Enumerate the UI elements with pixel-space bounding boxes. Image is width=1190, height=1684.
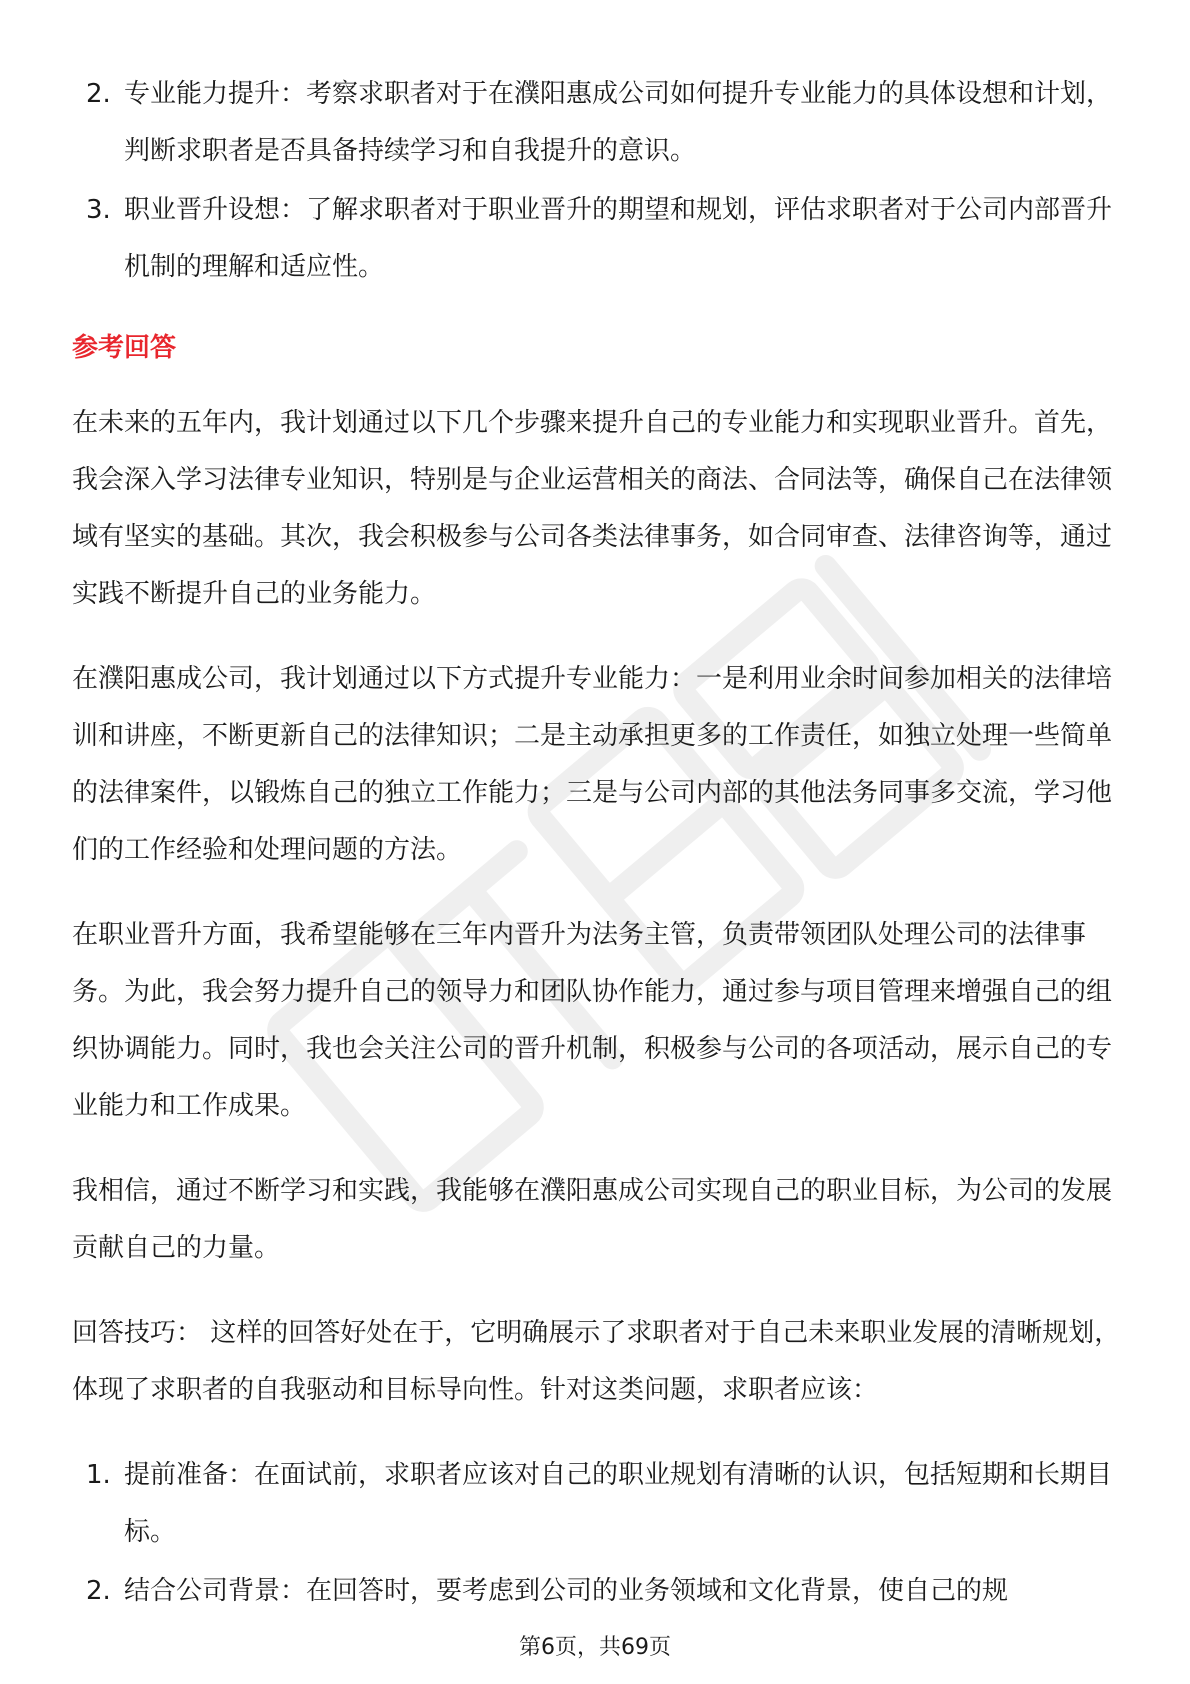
list-item (72, 1447, 1122, 1561)
list-item (72, 66, 1122, 180)
answer-paragraph: 我相信，通过不断学习和实践，我能够在濮阳惠成公司实现自己的职业目标，为公司的发展贡献自己的力量。 (72, 1176, 1113, 1263)
answer-paragraph: 在职业晋升方面，我希望能够在三年内晋升为法务主管，负责带领团队处理公司的法律事务。为此，我会努力提升自己的领导力和团队协作能力，通过参与项目管理来增强自己的组织协调能力。同时，我也会关注公司的晋升机制，积极参与公司的各项活动，展示自己的专业能力和工作成果。 (72, 920, 1113, 1121)
list-number: 2. (86, 79, 111, 109)
section-heading: 参考回答 (72, 333, 177, 363)
list-item (72, 182, 1122, 296)
list-number: 3. (86, 195, 111, 225)
list-item-text: 职业晋升设想：了解求职者对于职业晋升的期望和规划，评估求职者对于公司内部晋升机制的理解和适应性。 (124, 195, 1113, 282)
list-number: 2. (86, 1576, 111, 1606)
list-item-text: 专业能力提升：考察求职者对于在濮阳惠成公司如何提升专业能力的具体设想和计划，判断求职者是否具备持续学习和自我提升的意识。 (124, 79, 1113, 166)
answer-paragraph: 在未来的五年内，我计划通过以下几个步骤来提升自己的专业能力和实现职业晋升。首先，我会深入学习法律专业知识，特别是与企业运营相关的商法、合同法等，确保自己在法律领域有坚实的基础。其次，我会积极参与公司各类法律事务，如合同审查、法律咨询等，通过实践不断提升自己的业务能力。 (72, 408, 1113, 609)
page-content (72, 66, 1122, 1622)
list-number: 1. (86, 1460, 111, 1490)
list-item (72, 1563, 1122, 1620)
list-item-text: 提前准备：在面试前，求职者应该对自己的职业规划有清晰的认识，包括短期和长期目标。 (124, 1460, 1113, 1547)
page-footer: 第6页，共69页 (519, 1635, 671, 1660)
top-criteria-list (72, 66, 1122, 296)
tips-paragraph: 回答技巧： 这样的回答好处在于，它明确展示了求职者对于自己未来职业发展的清晰规划，体现了求职者的自我驱动和目标导向性。针对这类问题，求职者应该： (72, 1318, 1121, 1405)
tips-list (72, 1447, 1122, 1620)
list-item-text: 结合公司背景：在回答时，要考虑到公司的业务领域和文化背景，使自己的规 (124, 1576, 1009, 1606)
answer-paragraph: 在濮阳惠成公司，我计划通过以下方式提升专业能力：一是利用业余时间参加相关的法律培训和讲座，不断更新自己的法律知识；二是主动承担更多的工作责任，如独立处理一些简单的法律案件，以锻炼自己的独立工作能力；三是与公司内部的其他法务同事多交流，学习他们的工作经验和处理问题的方法。 (72, 664, 1113, 865)
